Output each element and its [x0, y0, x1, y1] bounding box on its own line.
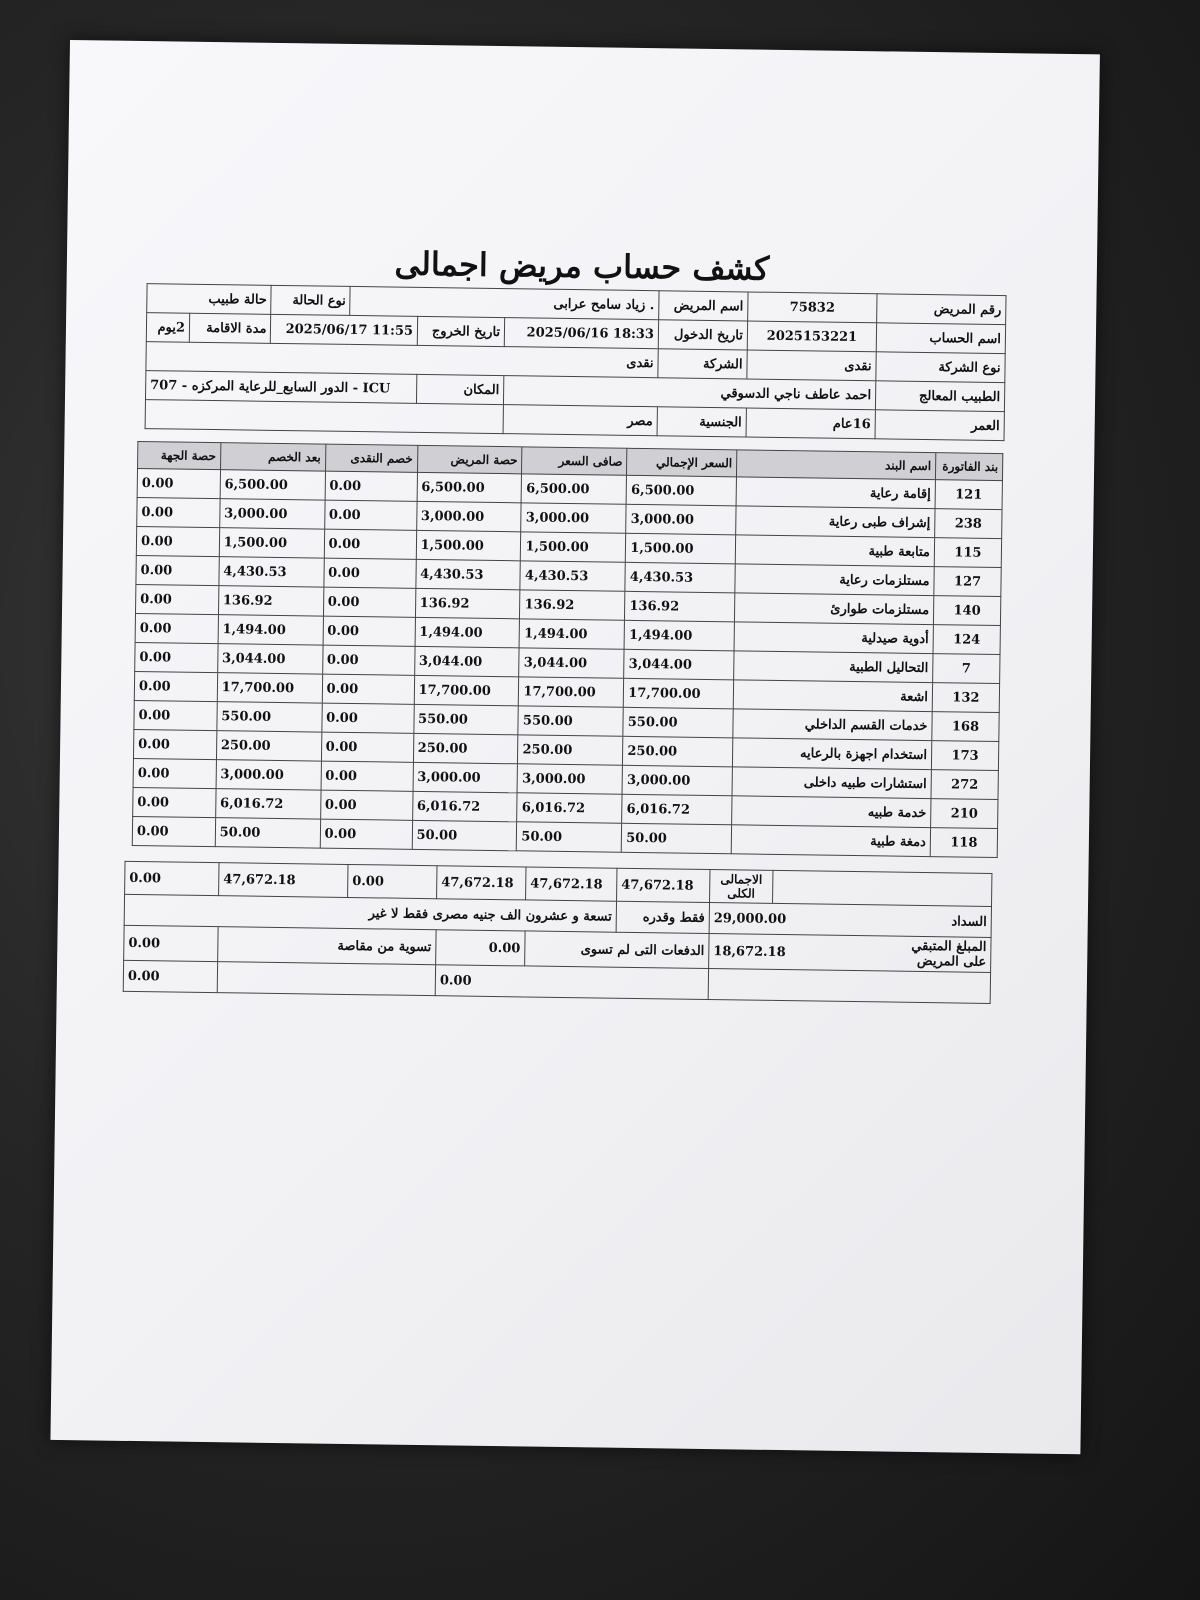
totals-patient-share: 47,672.18 [437, 866, 526, 900]
cell-net-price: 250.00 [518, 735, 623, 765]
company-value: نقدى [146, 342, 658, 378]
stay-value: 2يوم [146, 313, 189, 343]
cell-code: 132 [932, 683, 999, 713]
cell-after-discount: 50.00 [215, 818, 320, 848]
account-no: 2025153221 [747, 321, 876, 352]
totals-after-discount: 47,672.18 [219, 863, 348, 898]
cell-name: متابعة طبية [735, 535, 934, 567]
totals-table [123, 861, 993, 1004]
case-type: حالة طبيب [147, 284, 272, 315]
cell-net-price: 6,016.72 [517, 793, 622, 823]
cell-cash-discount: 0.00 [321, 703, 413, 733]
remaining-cell [709, 934, 991, 973]
cell-code: 168 [932, 712, 999, 742]
cell-entity-share: 0.00 [137, 468, 220, 498]
patient-info-table [145, 283, 1007, 441]
patient-name: . زياد سامح عرابى [350, 286, 659, 319]
cell-after-discount: 1,500.00 [219, 528, 324, 558]
remaining-amount: 18,672.18 [713, 944, 786, 961]
cell-net-price: 1,500.00 [521, 532, 626, 562]
cell-patient-share: 3,044.00 [414, 646, 519, 676]
cell-patient-share: 136.92 [415, 588, 520, 618]
cell-patient-share: 250.00 [413, 733, 518, 763]
cell-patient-share: 6,016.72 [412, 791, 517, 821]
patient-name-label: اسم المريض [659, 291, 748, 321]
cell-name: خدمات القسم الداخلي [733, 709, 932, 741]
discharge-date: 11:55 2025/06/17 [271, 314, 418, 345]
age-value: 16عام [746, 408, 875, 439]
col-header-entity-share: حصة الجهة [138, 441, 221, 469]
cell-entity-share: 0.00 [132, 816, 215, 846]
cell-total-price: 50.00 [621, 823, 731, 854]
cell-net-price: 6,500.00 [522, 474, 627, 504]
cell-after-discount: 4,430.53 [219, 557, 324, 587]
account-name-label: اسم الحساب [876, 323, 1005, 354]
cell-code: 124 [933, 625, 1000, 655]
cell-cash-discount: 0.00 [321, 761, 413, 791]
nationality-value: مصر [503, 405, 657, 436]
cell-net-price: 3,000.00 [517, 764, 622, 794]
cell-after-discount: 1,494.00 [218, 615, 323, 645]
discharge-label: تاريخ الخروج [417, 316, 505, 346]
place-label: المكان [416, 374, 504, 404]
company-label: الشركة [658, 349, 747, 379]
patient-no-label: رقم المريض [877, 294, 1006, 325]
cell-code: 118 [930, 828, 997, 858]
cell-total-price: 3,000.00 [626, 504, 736, 535]
cell-name: مستلزمات طوارئ [734, 593, 933, 625]
cell-patient-share: 17,700.00 [414, 675, 519, 705]
cell-code: 238 [935, 509, 1002, 539]
col-header-patient-share: حصة المريض [417, 445, 522, 473]
cell-name: استخدام اجهزة بالرعايه [732, 738, 931, 770]
amount-in-words: تسعة و عشرون الف جنيه مصرى فقط لا غير [124, 894, 616, 932]
cell-entity-share: 0.00 [136, 526, 219, 556]
cell-total-price: 3,044.00 [624, 649, 734, 680]
cell-cash-discount: 0.00 [325, 471, 417, 501]
cell-after-discount: 250.00 [216, 731, 321, 761]
cell-entity-share: 0.00 [134, 700, 217, 730]
cell-entity-share: 0.00 [133, 758, 216, 788]
cell-net-price: 136.92 [520, 590, 625, 620]
cell-entity-share: 0.00 [134, 671, 217, 701]
empty-cell [145, 400, 503, 434]
cell-entity-share: 0.00 [137, 497, 220, 527]
paid-label-cell [709, 903, 991, 938]
cell-after-discount: 136.92 [218, 586, 323, 616]
col-header-total-price: السعر الإجمالي [627, 448, 737, 477]
cell-after-discount: 6,016.72 [215, 789, 320, 819]
col-header-cash-discount: خصم النقدى [325, 444, 417, 472]
cell-net-price: 3,044.00 [519, 648, 624, 678]
cell-total-price: 1,494.00 [624, 620, 734, 651]
cell-cash-discount: 0.00 [323, 616, 415, 646]
case-type-label: نوع الحالة [271, 285, 350, 315]
col-header-after-discount: بعد الخصم [220, 443, 325, 471]
admission-label: تاريخ الدخول [658, 320, 747, 350]
cell-total-price: 6,016.72 [622, 794, 732, 825]
totals-cash-discount: 0.00 [348, 864, 437, 898]
cell-code: 173 [931, 741, 998, 771]
paper-sheet [50, 40, 1099, 1454]
totals-total-price: 47,672.18 [617, 868, 710, 902]
cell-total-price: 3,000.00 [622, 765, 732, 796]
cell-entity-share: 0.00 [133, 787, 216, 817]
cell-code: 7 [933, 654, 1000, 684]
cell-cash-discount: 0.00 [322, 674, 414, 704]
cell-code: 272 [931, 770, 998, 800]
age-label: العمر [875, 410, 1004, 441]
cell-name: دمغة طبية [731, 825, 930, 857]
stay-label: مدة الاقامة [189, 313, 271, 343]
cell-net-price: 50.00 [517, 822, 622, 852]
unsettled-amount: 0.00 [436, 930, 525, 966]
cell-patient-share: 4,430.53 [415, 559, 520, 589]
doctor-name: احمد عاطف ناجي الدسوقي [504, 376, 876, 410]
cell-cash-discount: 0.00 [320, 790, 412, 820]
extra-blank [708, 969, 990, 1004]
cell-after-discount: 550.00 [217, 702, 322, 732]
totals-net-price: 47,672.18 [526, 867, 617, 901]
company-type: نقدى [747, 350, 876, 381]
cell-cash-discount: 0.00 [323, 558, 415, 588]
cell-code: 210 [931, 799, 998, 829]
cell-total-price: 4,430.53 [625, 562, 735, 593]
col-header-net-price: صافى السعر [522, 447, 627, 475]
cell-name: مستلزمات رعاية [735, 564, 934, 596]
settlement-amount: 0.00 [124, 925, 218, 961]
cell-patient-share: 1,494.00 [415, 617, 520, 647]
totals-label: الاجمالى الكلى [710, 870, 773, 904]
cell-patient-share: 1,500.00 [416, 530, 521, 560]
cell-net-price: 4,430.53 [520, 561, 625, 591]
cell-cash-discount: 0.00 [324, 500, 416, 530]
cell-name: استشارات طبيه داخلى [732, 767, 931, 799]
col-header-name: اسم البند [736, 450, 935, 480]
patient-no: 75832 [748, 292, 877, 323]
cell-net-price: 1,494.00 [519, 619, 624, 649]
paid-amount: 29,000.00 [713, 910, 787, 927]
extra-amount-1: 0.00 [435, 965, 708, 1000]
page-title: كشف حساب مريض اجمالى [394, 244, 770, 288]
cell-total-price: 250.00 [623, 736, 733, 767]
settlement-label: تسوية من مقاصة [218, 927, 436, 965]
cell-total-price: 6,500.00 [626, 475, 736, 506]
cell-patient-share: 3,000.00 [416, 501, 521, 531]
cell-name: اشعة [733, 680, 932, 712]
cell-entity-share: 0.00 [135, 642, 218, 672]
cell-after-discount: 3,044.00 [217, 644, 322, 674]
cell-code: 127 [934, 567, 1001, 597]
unsettled-label: الدفعات التى لم تسوى [525, 931, 709, 969]
cell-entity-share: 0.00 [133, 729, 216, 759]
cell-name: أدوية صيدلية [734, 622, 933, 654]
totals-entity-share: 0.00 [125, 861, 219, 895]
cell-patient-share: 3,000.00 [413, 762, 518, 792]
admission-date: 18:33 2025/06/16 [504, 318, 658, 349]
cell-name: خدمة طبيه [732, 796, 931, 828]
remaining-label: المبلغ المتبقي على المريض [911, 938, 987, 970]
doctor-label: الطبيب المعالج [875, 381, 1004, 412]
cell-patient-share: 50.00 [412, 820, 517, 850]
place-value: ICU - الدور السابع_للرعاية المركزه - 707 [145, 371, 416, 404]
cell-cash-discount: 0.00 [322, 645, 414, 675]
totals-blank [773, 870, 992, 906]
company-type-label: نوع الشركة [876, 352, 1005, 383]
cell-patient-share: 550.00 [413, 704, 518, 734]
cell-cash-discount: 0.00 [323, 587, 415, 617]
cell-code: 115 [934, 538, 1001, 568]
paid-label: السداد [951, 913, 987, 930]
cell-name: إقامة رعاية [736, 477, 935, 509]
cell-after-discount: 3,000.00 [219, 499, 324, 529]
cell-entity-share: 0.00 [136, 555, 219, 585]
extra-amount-2: 0.00 [123, 960, 217, 992]
cell-after-discount: 17,700.00 [217, 673, 322, 703]
nationality-label: الجنسية [657, 407, 746, 437]
cell-net-price: 17,700.00 [519, 677, 624, 707]
cell-entity-share: 0.00 [135, 613, 218, 643]
cell-after-discount: 3,000.00 [216, 760, 321, 790]
cell-after-discount: 6,500.00 [220, 470, 325, 500]
cell-net-price: 550.00 [518, 706, 623, 736]
cell-patient-share: 6,500.00 [417, 472, 522, 502]
cell-total-price: 1,500.00 [626, 533, 736, 564]
cell-cash-discount: 0.00 [320, 819, 412, 849]
cell-code: 121 [935, 480, 1002, 510]
cell-entity-share: 0.00 [135, 584, 218, 614]
cell-total-price: 550.00 [623, 707, 733, 738]
words-label: فقط وقدره [616, 901, 709, 933]
col-header-code: بند الفاتورة [935, 453, 1002, 481]
cell-total-price: 136.92 [625, 591, 735, 622]
cell-name: إشراف طبى رعاية [736, 506, 935, 538]
cell-cash-discount: 0.00 [321, 732, 413, 762]
cell-code: 140 [933, 596, 1000, 626]
extra-blank-2 [217, 962, 435, 996]
billing-items-table [132, 441, 1004, 858]
cell-total-price: 17,700.00 [624, 678, 734, 709]
cell-cash-discount: 0.00 [324, 529, 416, 559]
cell-name: التحاليل الطبية [734, 651, 933, 683]
cell-net-price: 3,000.00 [521, 503, 626, 533]
